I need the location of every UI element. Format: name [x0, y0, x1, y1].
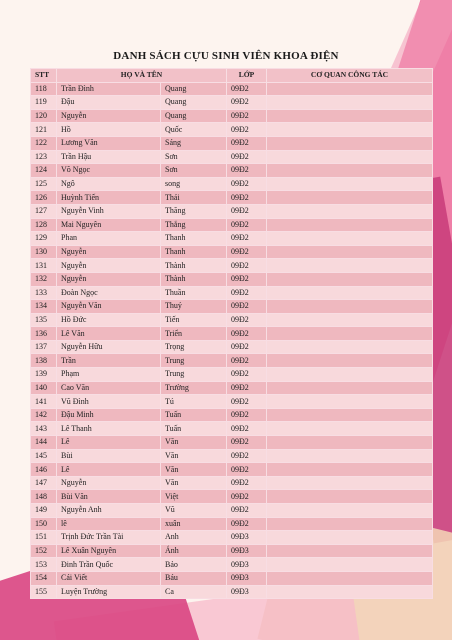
cell-first-name: Thái — [161, 191, 227, 205]
cell-stt: 134 — [31, 300, 57, 314]
table-row — [31, 449, 433, 463]
cell-stt: 145 — [31, 449, 57, 463]
cell-last-middle-name: Lê Xuân Nguyên — [57, 544, 161, 558]
cell-workplace — [267, 463, 433, 477]
table-row — [31, 381, 433, 395]
cell-first-name: Bảo — [161, 558, 227, 572]
cell-class: 09Đ2 — [227, 96, 267, 110]
cell-last-middle-name: Ngô — [57, 177, 161, 191]
cell-stt: 123 — [31, 150, 57, 164]
cell-first-name: xuân — [161, 517, 227, 531]
cell-stt: 151 — [31, 531, 57, 545]
table-row — [31, 408, 433, 422]
cell-last-middle-name: Lê — [57, 463, 161, 477]
table-row — [31, 504, 433, 518]
cell-last-middle-name: Nguyễn — [57, 476, 161, 490]
table-row — [31, 272, 433, 286]
cell-last-middle-name: Phạm — [57, 368, 161, 382]
cell-class: 09Đ2 — [227, 490, 267, 504]
cell-stt: 129 — [31, 232, 57, 246]
cell-last-middle-name: Vũ Đình — [57, 395, 161, 409]
cell-class: 09Đ2 — [227, 300, 267, 314]
cell-class: 09Đ2 — [227, 286, 267, 300]
cell-workplace — [267, 504, 433, 518]
cell-first-name: Trường — [161, 381, 227, 395]
cell-class: 09Đ2 — [227, 136, 267, 150]
header-full-name: HỌ VÀ TÊN — [57, 69, 227, 83]
cell-workplace — [267, 558, 433, 572]
cell-last-middle-name: Đoàn Ngọc — [57, 286, 161, 300]
table-row — [31, 245, 433, 259]
table-row — [31, 259, 433, 273]
cell-stt: 124 — [31, 164, 57, 178]
cell-workplace — [267, 96, 433, 110]
cell-class: 09Đ2 — [227, 164, 267, 178]
cell-workplace — [267, 368, 433, 382]
cell-stt: 132 — [31, 272, 57, 286]
header-workplace: CƠ QUAN CÔNG TÁC — [267, 69, 433, 83]
cell-class: 09Đ2 — [227, 191, 267, 205]
cell-workplace — [267, 245, 433, 259]
cell-stt: 125 — [31, 177, 57, 191]
cell-first-name: Tuấn — [161, 408, 227, 422]
cell-class: 09Đ2 — [227, 204, 267, 218]
cell-workplace — [267, 544, 433, 558]
cell-class: 09Đ2 — [227, 232, 267, 246]
cell-first-name: Tú — [161, 395, 227, 409]
cell-workplace — [267, 490, 433, 504]
cell-workplace — [267, 232, 433, 246]
cell-workplace — [267, 422, 433, 436]
cell-class: 09Đ2 — [227, 272, 267, 286]
cell-class: 09Đ2 — [227, 82, 267, 96]
cell-last-middle-name: Trần — [57, 354, 161, 368]
cell-workplace — [267, 517, 433, 531]
cell-class: 09Đ2 — [227, 313, 267, 327]
cell-workplace — [267, 449, 433, 463]
table-row — [31, 123, 433, 137]
cell-stt: 154 — [31, 571, 57, 585]
table-row — [31, 340, 433, 354]
cell-stt: 146 — [31, 463, 57, 477]
cell-first-name: Thành — [161, 272, 227, 286]
cell-first-name: Việt — [161, 490, 227, 504]
table-row — [31, 327, 433, 341]
cell-stt: 130 — [31, 245, 57, 259]
table-row — [31, 232, 433, 246]
cell-workplace — [267, 259, 433, 273]
cell-workplace — [267, 82, 433, 96]
cell-class: 09Đ2 — [227, 259, 267, 273]
cell-class: 09Đ2 — [227, 177, 267, 191]
table-row — [31, 476, 433, 490]
cell-workplace — [267, 109, 433, 123]
cell-last-middle-name: Võ Ngọc — [57, 164, 161, 178]
cell-stt: 128 — [31, 218, 57, 232]
cell-last-middle-name: Trần Đình — [57, 82, 161, 96]
cell-first-name: Quang — [161, 96, 227, 110]
cell-class: 09Đ2 — [227, 381, 267, 395]
cell-last-middle-name: Lương Văn — [57, 136, 161, 150]
cell-stt: 131 — [31, 259, 57, 273]
cell-stt: 135 — [31, 313, 57, 327]
table-row — [31, 136, 433, 150]
cell-first-name: Thắng — [161, 218, 227, 232]
cell-stt: 141 — [31, 395, 57, 409]
cell-first-name: Triển — [161, 327, 227, 341]
cell-stt: 138 — [31, 354, 57, 368]
cell-workplace — [267, 164, 433, 178]
cell-workplace — [267, 204, 433, 218]
cell-workplace — [267, 150, 433, 164]
cell-last-middle-name: Nguyễn — [57, 109, 161, 123]
table-row — [31, 313, 433, 327]
header-stt: STT — [31, 69, 57, 83]
cell-first-name: Anh — [161, 531, 227, 545]
cell-workplace — [267, 286, 433, 300]
cell-workplace — [267, 408, 433, 422]
table-row — [31, 204, 433, 218]
cell-class: 09Đ2 — [227, 395, 267, 409]
cell-workplace — [267, 436, 433, 450]
cell-stt: 142 — [31, 408, 57, 422]
header-row — [31, 69, 433, 83]
cell-last-middle-name: Hồ — [57, 123, 161, 137]
cell-workplace — [267, 313, 433, 327]
cell-class: 09Đ2 — [227, 218, 267, 232]
cell-class: 09Đ2 — [227, 123, 267, 137]
cell-stt: 121 — [31, 123, 57, 137]
cell-workplace — [267, 123, 433, 137]
cell-first-name: Quang — [161, 82, 227, 96]
cell-class: 09Đ2 — [227, 150, 267, 164]
cell-last-middle-name: Nguyễn Văn — [57, 300, 161, 314]
cell-class: 09Đ3 — [227, 531, 267, 545]
cell-last-middle-name: lê — [57, 517, 161, 531]
cell-last-middle-name: Bùi Văn — [57, 490, 161, 504]
table-row — [31, 531, 433, 545]
cell-last-middle-name: Luyện Trường — [57, 585, 161, 599]
cell-last-middle-name: Nguyễn — [57, 259, 161, 273]
cell-stt: 126 — [31, 191, 57, 205]
table-row — [31, 463, 433, 477]
cell-stt: 137 — [31, 340, 57, 354]
cell-last-middle-name: Cái Viết — [57, 571, 161, 585]
cell-last-middle-name: Bùi — [57, 449, 161, 463]
cell-first-name: Thuý — [161, 300, 227, 314]
cell-first-name: Trung — [161, 354, 227, 368]
cell-first-name: Vũ — [161, 504, 227, 518]
cell-workplace — [267, 177, 433, 191]
table-body — [31, 82, 433, 599]
table-row — [31, 354, 433, 368]
cell-class: 09Đ2 — [227, 109, 267, 123]
cell-stt: 147 — [31, 476, 57, 490]
cell-class: 09Đ3 — [227, 558, 267, 572]
header-class: LỚP — [227, 69, 267, 83]
cell-last-middle-name: Nguyễn Anh — [57, 504, 161, 518]
cell-first-name: Sáng — [161, 136, 227, 150]
table-row — [31, 585, 433, 599]
cell-first-name: Báu — [161, 571, 227, 585]
cell-stt: 136 — [31, 327, 57, 341]
cell-stt: 144 — [31, 436, 57, 450]
cell-first-name: Văn — [161, 476, 227, 490]
table-row — [31, 544, 433, 558]
cell-class: 09Đ2 — [227, 476, 267, 490]
cell-first-name: Thuần — [161, 286, 227, 300]
table-row — [31, 571, 433, 585]
cell-stt: 120 — [31, 109, 57, 123]
cell-class: 09Đ2 — [227, 517, 267, 531]
table-row — [31, 517, 433, 531]
table-row — [31, 96, 433, 110]
cell-last-middle-name: Đậu — [57, 96, 161, 110]
table-header — [31, 69, 433, 83]
cell-last-middle-name: Trịnh Đức Trần Tài — [57, 531, 161, 545]
cell-first-name: Quốc — [161, 123, 227, 137]
table-row — [31, 558, 433, 572]
table-row — [31, 368, 433, 382]
cell-last-middle-name: Mai Nguyên — [57, 218, 161, 232]
alumni-table — [30, 68, 433, 599]
alumni-table-container — [30, 68, 432, 599]
table-row — [31, 436, 433, 450]
cell-last-middle-name: Nguyễn — [57, 245, 161, 259]
cell-class: 09Đ2 — [227, 245, 267, 259]
cell-stt: 150 — [31, 517, 57, 531]
cell-stt: 139 — [31, 368, 57, 382]
cell-last-middle-name: Nguyễn Hữu — [57, 340, 161, 354]
cell-class: 09Đ2 — [227, 449, 267, 463]
cell-stt: 127 — [31, 204, 57, 218]
cell-last-middle-name: Nguyễn Vinh — [57, 204, 161, 218]
cell-workplace — [267, 218, 433, 232]
cell-class: 09Đ3 — [227, 544, 267, 558]
cell-stt: 119 — [31, 96, 57, 110]
cell-last-middle-name: Đậu Minh — [57, 408, 161, 422]
table-row — [31, 82, 433, 96]
cell-last-middle-name: Huỳnh Tiến — [57, 191, 161, 205]
cell-workplace — [267, 571, 433, 585]
table-row — [31, 395, 433, 409]
cell-class: 09Đ2 — [227, 436, 267, 450]
cell-first-name: Sơn — [161, 150, 227, 164]
cell-last-middle-name: Lê Văn — [57, 327, 161, 341]
cell-workplace — [267, 476, 433, 490]
table-row — [31, 490, 433, 504]
cell-last-middle-name: Cao Văn — [57, 381, 161, 395]
table-row — [31, 164, 433, 178]
cell-first-name: Tuấn — [161, 422, 227, 436]
cell-class: 09Đ2 — [227, 368, 267, 382]
cell-first-name: Trọng — [161, 340, 227, 354]
cell-class: 09Đ3 — [227, 571, 267, 585]
cell-workplace — [267, 585, 433, 599]
cell-first-name: Sơn — [161, 164, 227, 178]
cell-first-name: Văn — [161, 436, 227, 450]
cell-workplace — [267, 395, 433, 409]
cell-stt: 155 — [31, 585, 57, 599]
table-row — [31, 218, 433, 232]
cell-last-middle-name: Nguyễn — [57, 272, 161, 286]
cell-class: 09Đ2 — [227, 340, 267, 354]
cell-stt: 149 — [31, 504, 57, 518]
table-row — [31, 422, 433, 436]
cell-workplace — [267, 531, 433, 545]
cell-stt: 153 — [31, 558, 57, 572]
table-row — [31, 286, 433, 300]
cell-first-name: song — [161, 177, 227, 191]
cell-last-middle-name: Trần Hậu — [57, 150, 161, 164]
cell-last-middle-name: Hồ Đức — [57, 313, 161, 327]
cell-class: 09Đ2 — [227, 354, 267, 368]
cell-class: 09Đ3 — [227, 585, 267, 599]
cell-first-name: Văn — [161, 463, 227, 477]
table-row — [31, 150, 433, 164]
cell-class: 09Đ2 — [227, 327, 267, 341]
cell-last-middle-name: Phan — [57, 232, 161, 246]
cell-stt: 118 — [31, 82, 57, 96]
cell-stt: 148 — [31, 490, 57, 504]
cell-workplace — [267, 191, 433, 205]
cell-workplace — [267, 381, 433, 395]
cell-workplace — [267, 136, 433, 150]
cell-class: 09Đ2 — [227, 408, 267, 422]
cell-class: 09Đ2 — [227, 422, 267, 436]
cell-workplace — [267, 354, 433, 368]
cell-stt: 140 — [31, 381, 57, 395]
cell-stt: 143 — [31, 422, 57, 436]
cell-last-middle-name: Đinh Trần Quốc — [57, 558, 161, 572]
page-title: DANH SÁCH CỰU SINH VIÊN KHOA ĐIỆN — [113, 50, 339, 62]
cell-first-name: Thanh — [161, 245, 227, 259]
cell-first-name: Thanh — [161, 232, 227, 246]
cell-first-name: Ánh — [161, 544, 227, 558]
cell-workplace — [267, 327, 433, 341]
cell-first-name: Văn — [161, 449, 227, 463]
table-row — [31, 109, 433, 123]
cell-first-name: Thành — [161, 259, 227, 273]
cell-workplace — [267, 340, 433, 354]
cell-last-middle-name: Lê — [57, 436, 161, 450]
cell-workplace — [267, 300, 433, 314]
cell-first-name: Tiến — [161, 313, 227, 327]
cell-first-name: Trung — [161, 368, 227, 382]
cell-stt: 152 — [31, 544, 57, 558]
cell-workplace — [267, 272, 433, 286]
cell-first-name: Quang — [161, 109, 227, 123]
table-row — [31, 300, 433, 314]
cell-first-name: Thăng — [161, 204, 227, 218]
cell-stt: 133 — [31, 286, 57, 300]
table-row — [31, 191, 433, 205]
cell-stt: 122 — [31, 136, 57, 150]
cell-class: 09Đ2 — [227, 463, 267, 477]
cell-first-name: Ca — [161, 585, 227, 599]
table-row — [31, 177, 433, 191]
cell-last-middle-name: Lê Thanh — [57, 422, 161, 436]
cell-class: 09Đ2 — [227, 504, 267, 518]
